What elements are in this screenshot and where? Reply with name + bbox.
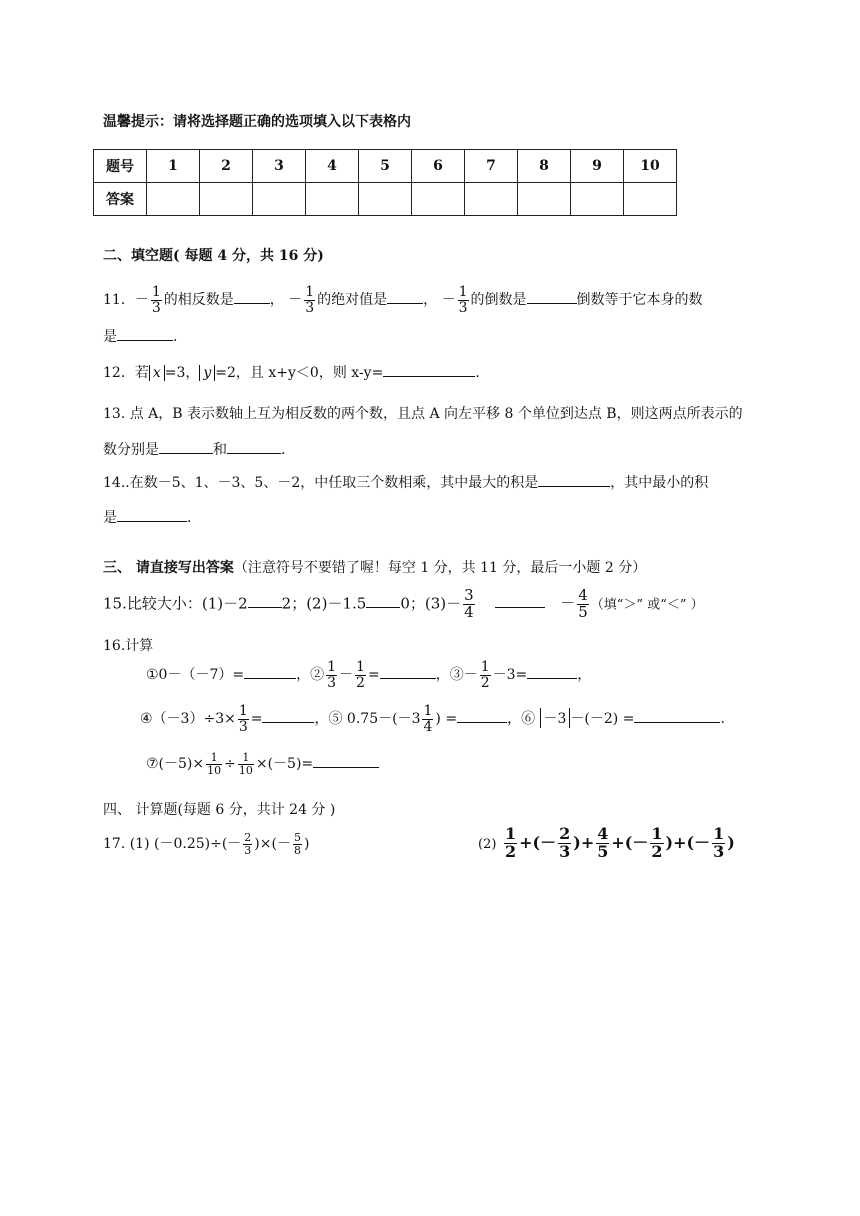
numerator: 4 <box>597 824 609 843</box>
question-13-line2 <box>103 439 285 459</box>
answer-blank[interactable] <box>538 474 610 487</box>
q16-part6: ⑥ <box>521 711 536 728</box>
q14-text: 是 <box>103 510 117 526</box>
numerator: 1 <box>151 284 161 300</box>
numerator: 1 <box>651 824 663 843</box>
fraction <box>596 826 609 861</box>
q13-text: 数分别是 <box>103 442 159 458</box>
answer-blank[interactable] <box>495 595 545 608</box>
numerator: 1 <box>327 659 337 675</box>
fraction <box>480 660 491 690</box>
q12-text: =2，且 x+y＜0，则 x-y= <box>215 365 384 381</box>
fraction <box>243 832 252 856</box>
table-cell: 10 <box>624 150 677 183</box>
fraction <box>712 826 725 861</box>
section3-title <box>103 557 646 577</box>
fraction <box>463 588 475 621</box>
q12-text: =3， <box>164 365 200 381</box>
q16-part7-text: ×(－5)= <box>255 756 314 773</box>
fraction <box>304 285 315 315</box>
table-cell: 4 <box>306 150 359 183</box>
q17-op: +(－ <box>519 832 557 852</box>
table-cell: 9 <box>571 150 624 183</box>
abs-x: x <box>149 365 165 381</box>
fraction <box>238 704 249 734</box>
answer-blank[interactable] <box>248 595 282 608</box>
denominator: 4 <box>464 602 474 621</box>
q16-part2: ② <box>310 667 325 684</box>
answer-blank[interactable] <box>313 755 379 768</box>
numerator: 1 <box>480 659 490 675</box>
numerator: 1 <box>238 703 248 719</box>
tip-text: 温馨提示：请将选择题正确的选项填入以下表格内 <box>103 114 411 130</box>
denominator: 3 <box>559 841 571 861</box>
table-row-answers <box>94 183 677 216</box>
q17-op: )+(－ <box>665 832 711 852</box>
q17-text: (－0.25)÷(－ <box>154 836 242 853</box>
numerator: 1 <box>458 284 468 300</box>
question-12 <box>103 362 480 382</box>
table-cell: 1 <box>147 150 200 183</box>
numerator: 1 <box>423 703 433 719</box>
denominator: 8 <box>293 843 301 857</box>
period: . <box>173 329 178 345</box>
q11-text: 是 <box>103 329 117 345</box>
fraction <box>504 826 517 861</box>
comma: ， <box>577 667 592 684</box>
equals: = <box>250 711 263 728</box>
denominator: 10 <box>238 763 253 777</box>
denominator: 2 <box>356 674 365 691</box>
q17-op: )+ <box>573 832 595 852</box>
fraction <box>206 752 222 776</box>
answer-table <box>93 149 677 216</box>
numerator: 2 <box>244 831 252 844</box>
q17-text: ) <box>303 836 310 853</box>
question-14-line2 <box>103 507 191 527</box>
denominator: 5 <box>597 841 609 861</box>
q16-part7: ⑦(－5)× <box>146 756 205 773</box>
denominator: 3 <box>244 843 252 857</box>
period: . <box>720 711 725 728</box>
q11-text: ， <box>423 292 438 309</box>
q17-part2-number: (2) <box>478 836 497 852</box>
denominator: 3 <box>713 841 725 861</box>
question-11-line2 <box>103 326 177 346</box>
comma: ， <box>435 667 450 684</box>
q11-text: 的绝对值是 <box>317 292 388 309</box>
q12-number: 12．若 <box>103 365 149 381</box>
q11-text: 倒数等于它本身的数 <box>576 292 703 309</box>
answer-blank[interactable] <box>634 710 720 723</box>
q17-text: )×(－ <box>254 836 291 853</box>
q11-text: 的倒数是 <box>470 292 527 309</box>
period: . <box>281 442 286 458</box>
answer-blank[interactable] <box>159 441 213 454</box>
answer-blank[interactable] <box>366 595 400 608</box>
answer-cell[interactable] <box>465 183 518 216</box>
q13-text: 和 <box>213 442 227 458</box>
denominator: 3 <box>305 299 315 316</box>
answer-blank[interactable] <box>387 291 423 304</box>
answer-cell[interactable] <box>147 183 200 216</box>
minus-sign: － <box>441 292 456 309</box>
q16-part4: ④（－3）÷3× <box>140 711 236 728</box>
comma: ， <box>314 711 329 728</box>
answer-blank[interactable] <box>527 291 577 304</box>
period: . <box>187 510 192 526</box>
denominator: 3 <box>458 299 468 316</box>
answer-cell[interactable] <box>571 183 624 216</box>
numerator: 1 <box>206 752 222 765</box>
q17-op: ) <box>727 832 735 852</box>
row-label-answer: 答案 <box>94 183 147 216</box>
q14-text: ，其中最小的积 <box>610 475 709 491</box>
q17-number: 17. (1) <box>103 836 150 853</box>
fraction <box>458 285 469 315</box>
question-17-part1 <box>103 832 309 856</box>
answer-blank[interactable] <box>244 666 296 679</box>
numerator: 1 <box>505 824 517 843</box>
section4-title: 四、 计算题(每题 6 分，共计 24 分 ) <box>103 802 336 818</box>
answer-blank[interactable] <box>227 441 281 454</box>
table-cell: 2 <box>200 150 253 183</box>
question-16-row1 <box>146 660 591 690</box>
q16-part1: ①0－（－7）= <box>146 667 245 684</box>
answer-cell[interactable] <box>412 183 465 216</box>
answer-cell[interactable] <box>359 183 412 216</box>
abs-y: y <box>199 365 215 381</box>
denominator: 3 <box>238 718 248 735</box>
question-13: 13. 点 A，B 表示数轴上互为相反数的两个数，且点 A 向左平移 8 个单位到达点 B，则这两点所表示的 <box>103 406 743 422</box>
section2-title: 二、填空题( 每题 4 分，共 16 分) <box>103 248 324 264</box>
q11-number: 11． <box>103 292 135 309</box>
table-cell: 3 <box>253 150 306 183</box>
q16-part3-text: －3= <box>492 667 528 684</box>
section3-title-note: （注意符号不要错了喔！每空 1 分，共 11 分，最后一小题 2 分） <box>233 560 647 576</box>
fraction <box>355 660 366 690</box>
fraction <box>558 826 571 861</box>
row-label-number: 题号 <box>94 150 147 183</box>
answer-cell[interactable] <box>518 183 571 216</box>
question-11 <box>103 285 703 315</box>
numerator: 2 <box>559 824 571 843</box>
q11-text: ， <box>269 292 284 309</box>
question-16-title: 16.计算 <box>103 638 154 654</box>
fraction <box>151 285 162 315</box>
q11-text: 的相反数是 <box>163 292 234 309</box>
equals: = <box>367 667 380 684</box>
answer-blank[interactable] <box>262 710 314 723</box>
section3-title-main: 三、 请直接写出答案 <box>103 560 234 576</box>
table-cell: 5 <box>359 150 412 183</box>
abs-value: －3 <box>540 708 571 728</box>
answer-cell[interactable] <box>253 183 306 216</box>
question-15 <box>103 588 704 621</box>
fraction <box>577 588 589 621</box>
answer-blank[interactable] <box>117 328 173 341</box>
denominator: 5 <box>578 602 588 621</box>
q16-part5: ⑤ 0.75－(－3 <box>328 711 421 728</box>
q14-text: 14..在数－5、1、－3、5、－2，中任取三个数相乘，其中最大的积是 <box>103 475 539 491</box>
table-cell: 8 <box>518 150 571 183</box>
divide-sign: ÷ <box>224 756 236 773</box>
fraction <box>238 752 254 776</box>
question-14 <box>103 472 708 492</box>
denominator: 2 <box>651 841 663 861</box>
numerator: 4 <box>578 586 588 604</box>
answer-blank[interactable] <box>380 666 436 679</box>
answer-cell[interactable] <box>624 183 677 216</box>
q16-part5-text: ) = <box>435 711 458 728</box>
denominator: 2 <box>480 674 490 691</box>
fraction <box>293 832 302 856</box>
answer-blank[interactable] <box>234 291 270 304</box>
q17-op: +(－ <box>611 832 649 852</box>
denominator: 10 <box>207 763 222 777</box>
denominator: 4 <box>423 718 433 735</box>
q16-part6-text: －(－2) = <box>570 711 635 728</box>
minus-sign: － <box>339 667 354 684</box>
question-16-row2 <box>140 704 725 734</box>
q15-text: 2；(2)－1.5 <box>281 594 367 613</box>
fraction <box>650 826 663 861</box>
numerator: 1 <box>305 284 315 300</box>
fraction <box>326 660 337 690</box>
numerator: 3 <box>464 586 474 604</box>
minus-sign: － <box>288 292 303 309</box>
fraction <box>422 704 433 734</box>
denominator: 2 <box>505 841 517 861</box>
answer-cell[interactable] <box>306 183 359 216</box>
table-cell: 7 <box>465 150 518 183</box>
numerator: 1 <box>238 752 254 765</box>
question-16-row3 <box>146 752 379 776</box>
numerator: 1 <box>356 659 365 675</box>
table-row-numbers <box>94 150 677 183</box>
numerator: 5 <box>293 831 301 844</box>
q15-hint: （填“＞” 或“＜” ） <box>590 597 704 613</box>
answer-blank[interactable] <box>457 710 507 723</box>
answer-blank[interactable] <box>527 666 577 679</box>
denominator: 3 <box>327 674 337 691</box>
minus-sign: － <box>560 594 576 613</box>
numerator: 1 <box>713 824 725 843</box>
q15-text: 15.比较大小：(1)－2 <box>103 594 248 613</box>
question-17-part2 <box>478 826 735 861</box>
table-cell: 6 <box>412 150 465 183</box>
denominator: 3 <box>151 299 161 316</box>
comma: ， <box>507 711 522 728</box>
answer-cell[interactable] <box>200 183 253 216</box>
period: . <box>475 365 480 381</box>
comma: ， <box>296 667 311 684</box>
q16-part3: ③－ <box>449 667 478 684</box>
answer-blank[interactable] <box>383 364 475 377</box>
minus-sign: － <box>134 292 149 309</box>
q15-text: 0；(3)－ <box>400 594 462 613</box>
answer-blank[interactable] <box>117 509 187 522</box>
